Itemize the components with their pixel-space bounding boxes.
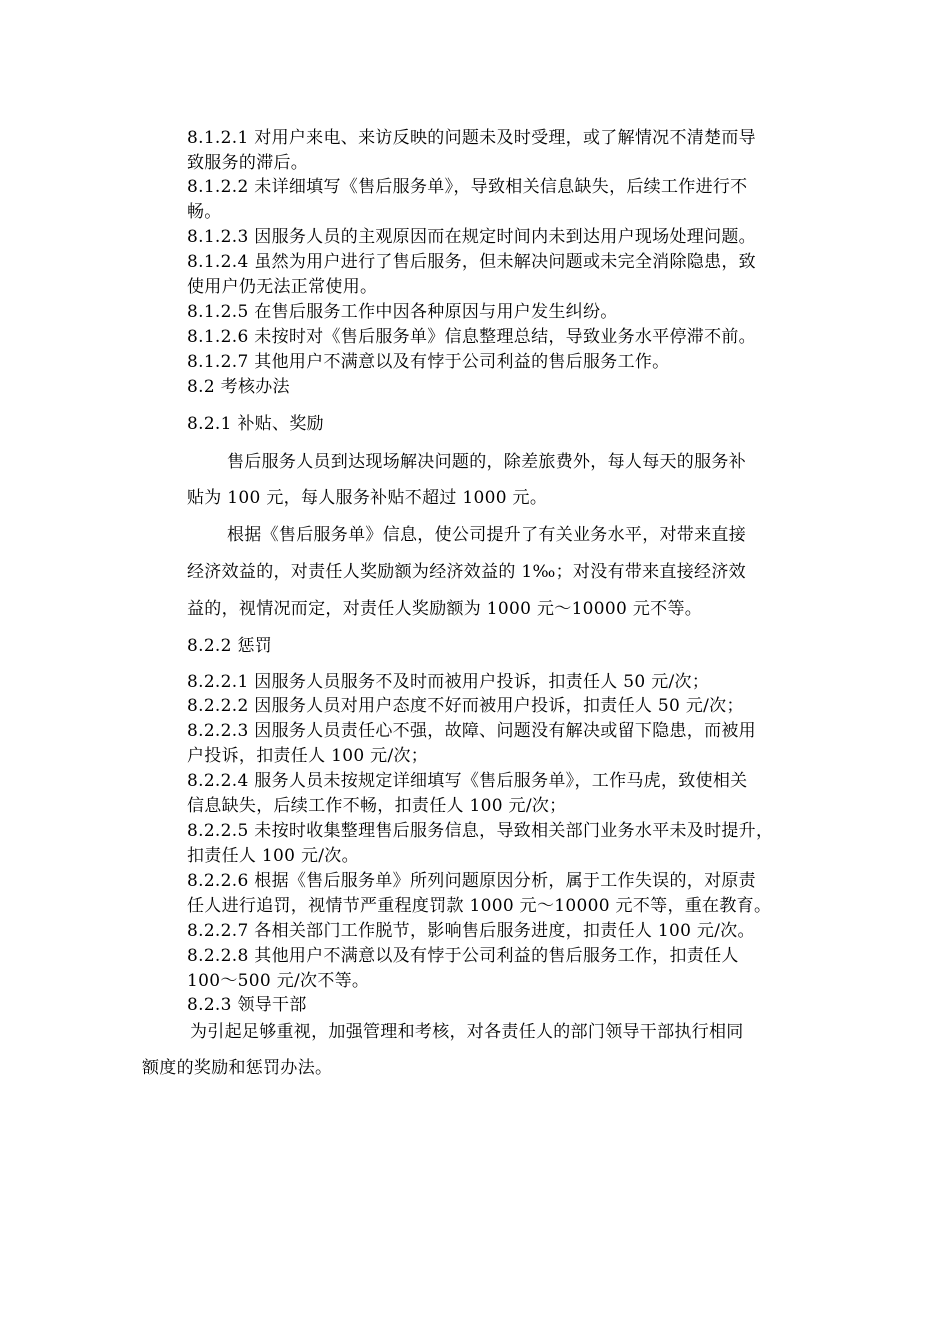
paragraph-line: 益的，视情况而定，对责任人奖励额为 1000 元～10000 元不等。 bbox=[187, 599, 703, 619]
paragraph-line: 贴为 100 元，每人服务补贴不超过 1000 元。 bbox=[187, 488, 548, 508]
text-line: 8.1.2.2 未详细填写《售后服务单》，导致相关信息缺失，后续工作进行不 bbox=[187, 177, 748, 197]
text-line: 任人进行追罚，视情节严重程度罚款 1000 元～10000 元不等，重在教育。 bbox=[187, 896, 772, 916]
paragraph-line: 为引起足够重视，加强管理和考核，对各责任人的部门领导干部执行相同 bbox=[190, 1022, 744, 1042]
text-line: 100～500 元/次不等。 bbox=[187, 971, 370, 991]
text-line: 8.2.2.6 根据《售后服务单》所列问题原因分析，属于工作失误的，对原责 bbox=[187, 871, 756, 891]
subsection-heading: 8.2.3 领导干部 bbox=[187, 995, 307, 1015]
text-line: 畅。 bbox=[187, 202, 222, 222]
text-line: 8.1.2.3 因服务人员的主观原因而在规定时间内未到达用户现场处理问题。 bbox=[187, 227, 756, 247]
text-line: 使用户仍无法正常使用。 bbox=[187, 277, 378, 297]
text-line: 8.2.2.4 服务人员未按规定详细填写《售后服务单》，工作马虎，致使相关 bbox=[187, 771, 748, 791]
section-heading: 8.2 考核办法 bbox=[187, 377, 290, 397]
text-line: 8.2.2.3 因服务人员责任心不强，故障、问题没有解决或留下隐患，而被用 bbox=[187, 721, 756, 741]
paragraph-line: 售后服务人员到达现场解决问题的，除差旅费外，每人每天的服务补 bbox=[227, 452, 746, 472]
text-line: 8.1.2.1 对用户来电、来访反映的问题未及时受理，或了解情况不清楚而导 bbox=[187, 128, 756, 148]
text-line: 8.1.2.7 其他用户不满意以及有悖于公司利益的售后服务工作。 bbox=[187, 352, 670, 372]
text-line: 8.2.2.7 各相关部门工作脱节，影响售后服务进度，扣责任人 100 元/次。 bbox=[187, 921, 755, 941]
text-line: 8.1.2.4 虽然为用户进行了售后服务，但未解决问题或未完全消除隐患，致 bbox=[187, 252, 756, 272]
text-line: 8.2.2.2 因服务人员对用户态度不好而被用户投诉，扣责任人 50 元/次； bbox=[187, 696, 744, 716]
subsection-heading: 8.2.2 惩罚 bbox=[187, 636, 273, 656]
text-line: 户投诉，扣责任人 100 元/次； bbox=[187, 746, 429, 766]
text-line: 信息缺失，后续工作不畅，扣责任人 100 元/次； bbox=[187, 796, 567, 816]
text-line: 8.1.2.5 在售后服务工作中因各种原因与用户发生纠纷。 bbox=[187, 302, 618, 322]
text-line: 8.1.2.6 未按时对《售后服务单》信息整理总结，导致业务水平停滞不前。 bbox=[187, 327, 756, 347]
paragraph-line: 经济效益的，对责任人奖励额为经济效益的 1‰；对没有带来直接经济效 bbox=[187, 562, 746, 582]
paragraph-line: 根据《售后服务单》信息，使公司提升了有关业务水平，对带来直接 bbox=[227, 525, 746, 545]
paragraph-line: 额度的奖励和惩罚办法。 bbox=[142, 1058, 333, 1078]
text-line: 8.2.2.1 因服务人员服务不及时而被用户投诉，扣责任人 50 元/次； bbox=[187, 672, 710, 692]
text-line: 8.2.2.5 未按时收集整理售后服务信息，导致相关部门业务水平未及时提升， bbox=[187, 821, 774, 841]
text-line: 扣责任人 100 元/次。 bbox=[187, 846, 359, 866]
subsection-heading: 8.2.1 补贴、奖励 bbox=[187, 414, 324, 434]
text-line: 8.2.2.8 其他用户不满意以及有悖于公司利益的售后服务工作，扣责任人 bbox=[187, 946, 739, 966]
text-line: 致服务的滞后。 bbox=[187, 153, 309, 173]
